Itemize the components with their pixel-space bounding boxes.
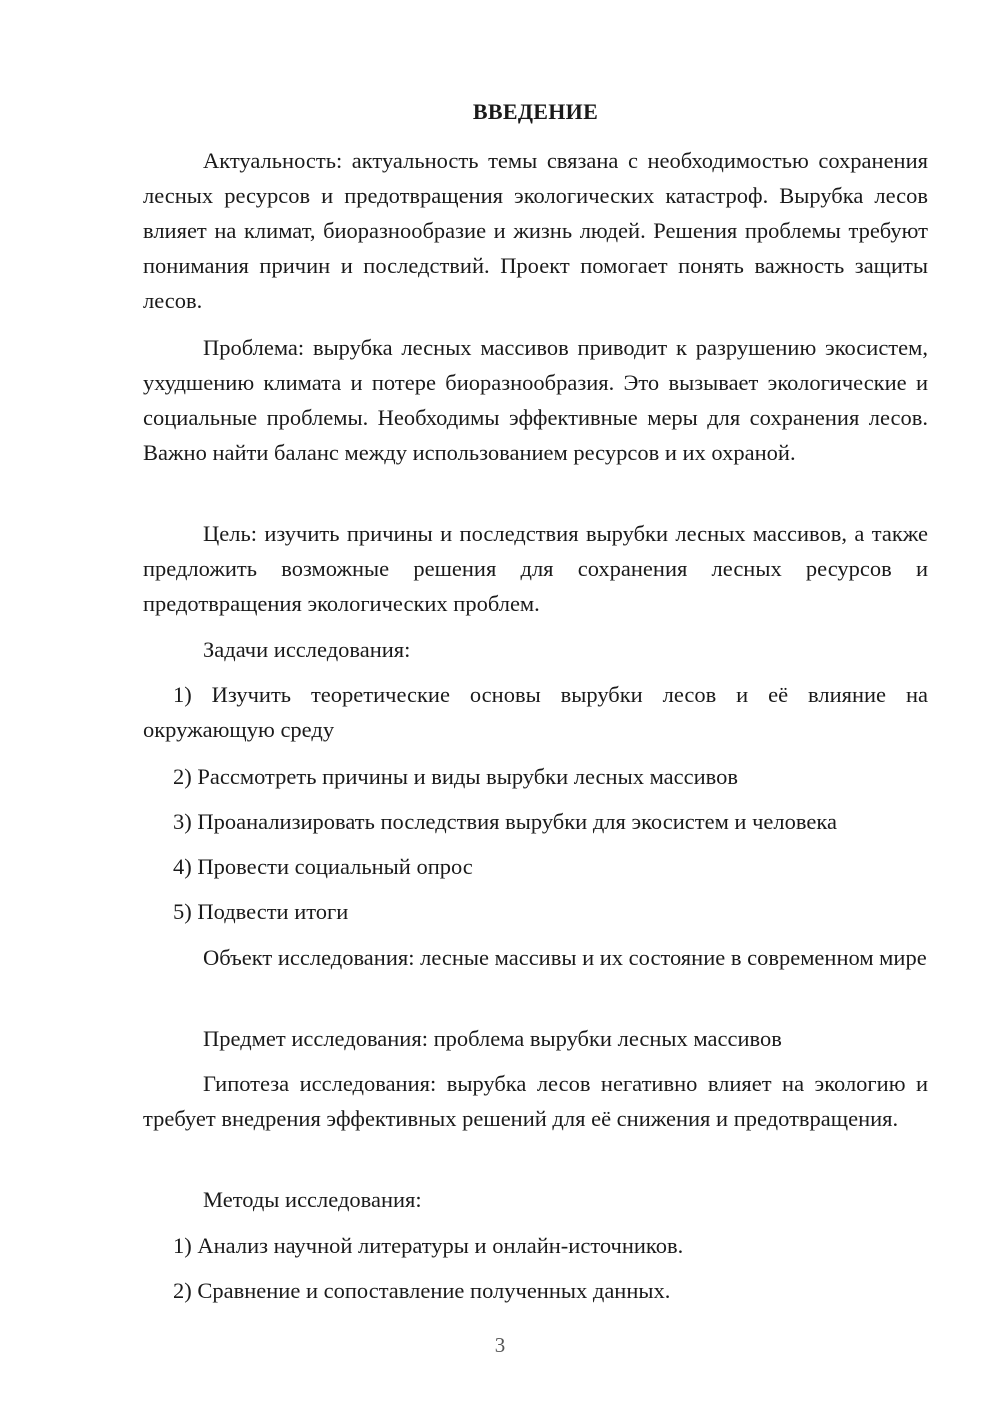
object-paragraph: Объект исследования: лесные массивы и их состояние в современном мире <box>203 945 927 970</box>
page-number: 3 <box>494 1333 506 1357</box>
hypothesis-paragraph: Гипотеза исследования: вырубка лесов негативно влияет на экологию и требует внедрения эффективных решений для её снижения и предотвращения. <box>143 1071 928 1131</box>
task-item-2: 2) Рассмотреть причины и виды вырубки лесных массивов <box>173 764 739 789</box>
task-item-4: 4) Провести социальный опрос <box>173 854 473 879</box>
task-item-3: 3) Проанализировать последствия вырубки для экосистем и человека <box>173 809 837 834</box>
goal-paragraph: Цель: изучить причины и последствия вырубки лесных массивов, а также предложить возможные решения для сохранения лесных ресурсов и предотвращения экологических проблем. <box>143 521 928 616</box>
page-title: ВВЕДЕНИЕ <box>472 99 599 124</box>
method-item-2: 2) Сравнение и сопоставление полученных данных. <box>173 1278 671 1303</box>
tasks-heading: Задачи исследования: <box>203 637 411 662</box>
problem-paragraph: Проблема: вырубка лесных массивов приводит к разрушению экосистем, ухудшению климата и потере биоразнообразия. Это вызывает экологические и социальные проблемы. Необходимы эффективные меры для сохранения лесов. Важно найти баланс между использованием ресурсов и их охраной. <box>143 335 928 465</box>
task-item-5: 5) Подвести итоги <box>173 899 349 924</box>
subject-paragraph: Предмет исследования: проблема вырубки лесных массивов <box>203 1026 782 1051</box>
method-item-1: 1) Анализ научной литературы и онлайн-источников. <box>173 1233 684 1258</box>
relevance-paragraph: Актуальность: актуальность темы связана с необходимостью сохранения лесных ресурсов и предотвращения экологических катастроф. Вырубка лесов влияет на климат, биоразнообразие и жизнь людей. Решения проблемы требуют понимания причин и последствий. Проект помогает понять важность защиты лесов. <box>143 148 928 313</box>
task-item-1: 1) Изучить теоретические основы вырубки лесов и её влияние на окружающую среду <box>143 682 928 742</box>
methods-heading: Методы исследования: <box>203 1187 422 1212</box>
